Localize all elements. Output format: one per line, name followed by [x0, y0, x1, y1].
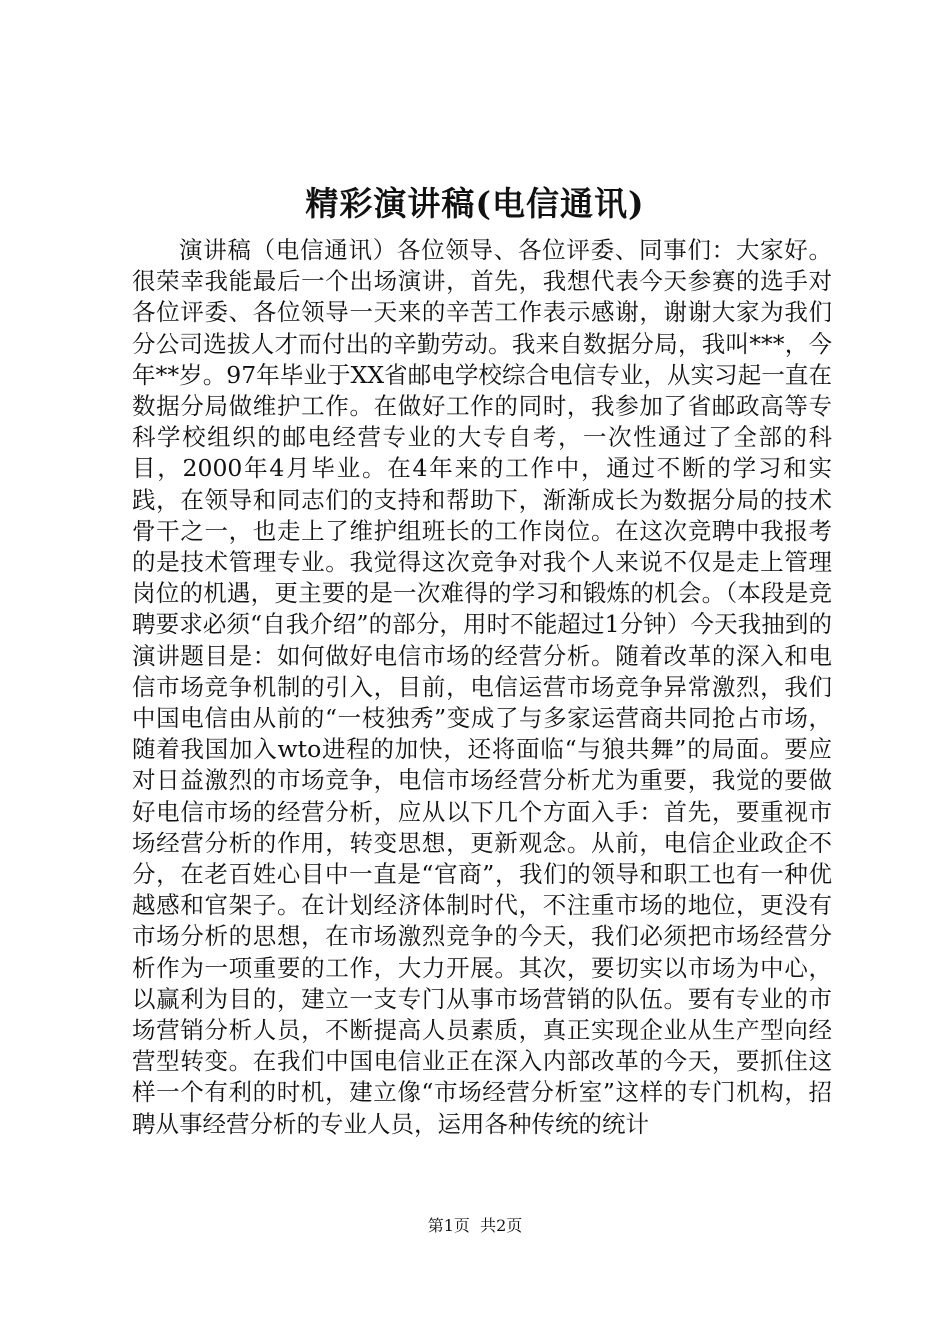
page-title: 精彩演讲稿(电信通讯)	[305, 184, 645, 223]
page-footer	[0, 1215, 950, 1237]
page-number: 第1页	[427, 1216, 470, 1235]
page-total: 共2页	[480, 1216, 523, 1235]
body-paragraph: 演讲稿（电信通讯）各位领导、各位评委、同事们：大家好。很荣幸我能最后一个出场演讲，首先，我想代表今天参赛的选手对各位评委、各位领导一天来的辛苦工作表示感谢，谢谢大家为我们分公司选拔人才而付出的辛勤劳动。我来自数据分局，我叫***，今年**岁。97年毕业于XX省邮电学校综合电信专业，从实习起一直在数据分局做维护工作。在做好工作的同时，我参加了省邮政高等专科学校组织的邮电经营专业的大专自考，一次性通过了全部的科目，2000年4月毕业。在4年来的工作中，通过不断的学习和实践，在领导和同志们的支持和帮助下，渐渐成长为数据分局的技术骨干之一，也走上了维护组班长的工作岗位。在这次竞聘中我报考的是技术管理专业。我觉得这次竞争对我个人来说不仅是走上管理岗位的机遇，更主要的是一次难得的学习和锻炼的机会。（本段是竞聘要求必须“自我介绍”的部分，用时不能超过1分钟）今天我抽到的演讲题目是：如何做好电信市场的经营分析。随着改革的深入和电信市场竞争机制的引入，目前，电信运营市场竞争异常激烈，我们中国电信由从前的“一枝独秀”变成了与多家运营商共同抢占市场，随着我国加入wto进程的加快，还将面临“与狼共舞”的局面。要应对日益激烈的市场竞争，电信市场经营分析尤为重要，我觉的要做好电信市场的经营分析，应从以下几个方面入手：首先，要重视市场经营分析的作用，转变思想，更新观念。从前，电信企业政企不分，在老百姓心目中一直是“官商”，我们的领导和职工也有一种优越感和官架子。在计划经济体制时代，不注重市场的地位，更没有市场分析的思想，在市场激烈竞争的今天，我们必须把市场经营分析作为一项重要的工作，大力开展。其次，要切实以市场为中心，以赢利为目的，建立一支专门从事市场营销的队伍。要有专业的市场营销分析人员，不断提高人员素质，真正实现企业从生产型向经营型转变。在我们中国电信业正在深入内部改革的今天，要抓住这样一个有利的时机，建立像“市场经营分析室”这样的专门机构，招聘从事经营分析的专业人员，运用各种传统的统计	[132, 236, 832, 1138]
